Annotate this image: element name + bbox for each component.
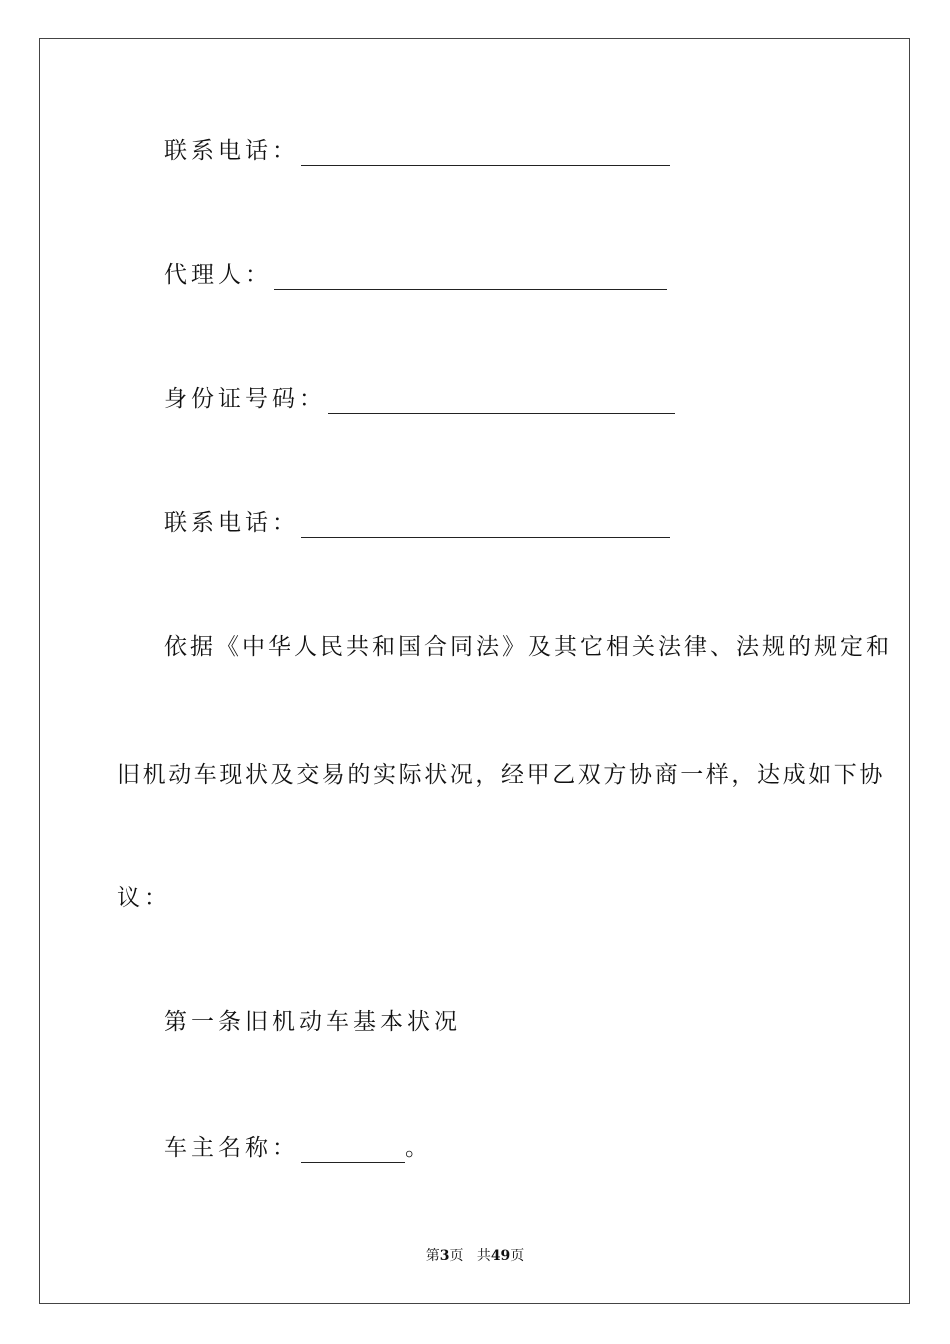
- phone-label-1: 联系电话：: [164, 138, 299, 164]
- owner-name-blank[interactable]: [301, 1142, 405, 1163]
- paragraph-line-1: 依据《中华人民共和国合同法》及其它相关法律、法规的规定和: [164, 634, 892, 660]
- id-number-field: [164, 384, 675, 414]
- owner-name-label: 车主名称：: [164, 1135, 299, 1161]
- phone-field-1: [164, 136, 670, 166]
- phone-label-2: 联系电话：: [164, 510, 299, 536]
- page-footer: [0, 1246, 950, 1266]
- total-suffix: 页: [510, 1248, 525, 1264]
- phone-blank-2[interactable]: [301, 517, 670, 538]
- id-number-blank[interactable]: [328, 393, 675, 414]
- total-prefix: 共: [476, 1248, 491, 1264]
- page-number: 3: [439, 1248, 450, 1264]
- phone-blank-1[interactable]: [301, 145, 670, 166]
- page-prefix: 第: [425, 1248, 440, 1264]
- phone-field-2: [164, 508, 670, 538]
- page-suffix: 页: [449, 1248, 464, 1264]
- id-number-label: 身份证号码：: [164, 386, 326, 412]
- agent-label: 代理人：: [164, 262, 272, 288]
- page-border: [39, 38, 910, 1304]
- total-pages: 49: [490, 1248, 511, 1264]
- agent-field: [164, 260, 667, 290]
- paragraph-line-2: 旧机动车现状及交易的实际状况，经甲乙双方协商一样，达成如下协: [117, 762, 885, 788]
- article-title: 第一条旧机动车基本状况: [164, 1009, 461, 1035]
- paragraph-line-3: 议：: [117, 885, 171, 911]
- owner-name-field: [164, 1133, 432, 1163]
- owner-name-suffix: 。: [405, 1135, 432, 1161]
- agent-blank[interactable]: [274, 269, 667, 290]
